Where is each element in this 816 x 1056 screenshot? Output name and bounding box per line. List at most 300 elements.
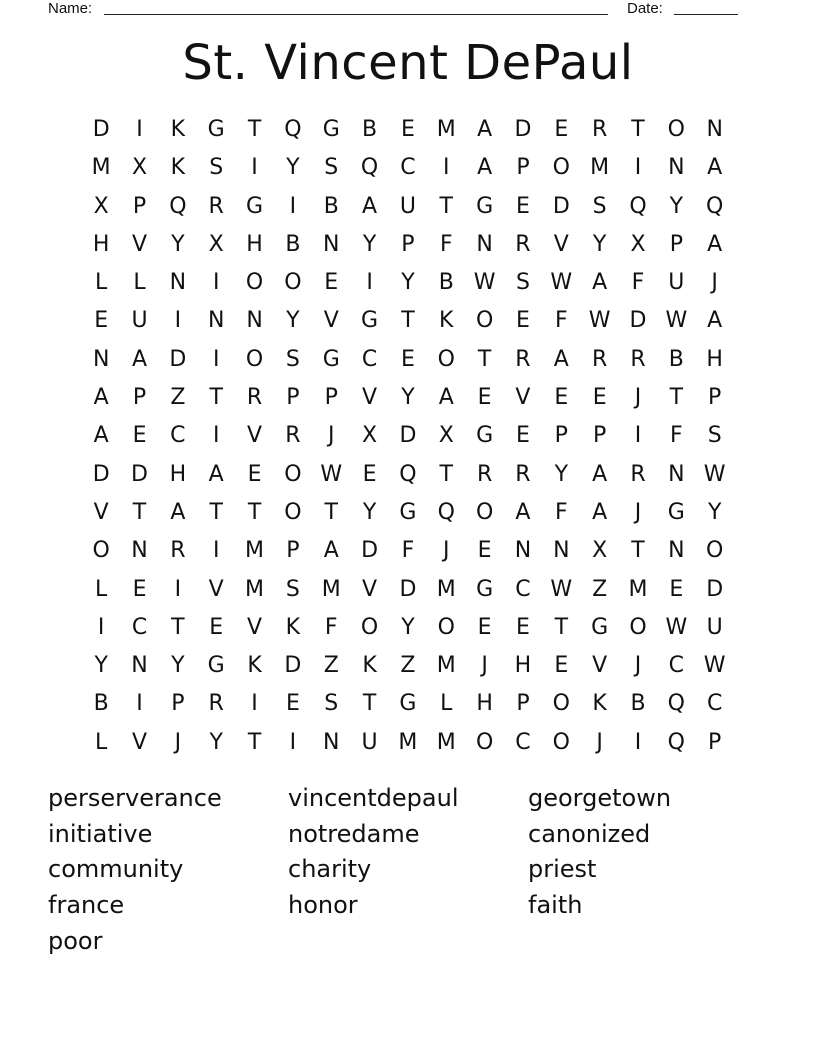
grid-letter[interactable]: O [245,346,264,372]
grid-letter[interactable]: R [591,117,608,142]
grid-letter[interactable]: S [515,270,530,296]
grid-letter[interactable]: M [436,729,456,755]
grid-letter[interactable]: E [94,308,109,334]
grid-letter[interactable]: F [401,538,415,564]
grid-letter[interactable]: S [324,155,339,181]
grid-letter[interactable]: N [323,231,340,257]
grid-letter[interactable]: F [554,499,568,525]
grid-letter[interactable]: W [665,614,688,640]
grid-letter[interactable]: M [91,155,111,181]
grid-letter[interactable]: W [550,270,573,296]
grid-letter[interactable]: Y [94,653,108,679]
grid-letter[interactable]: R [476,461,493,487]
grid-letter[interactable]: T [631,117,645,142]
grid-letter[interactable]: J [327,423,335,449]
grid-letter[interactable]: W [665,308,688,334]
grid-letter[interactable]: B [285,231,301,257]
grid-letter[interactable]: Q [437,499,455,525]
grid-letter[interactable]: C [361,346,378,372]
grid-letter[interactable]: D [552,193,570,219]
grid-letter[interactable]: H [246,231,263,257]
grid-letter[interactable]: A [707,231,723,257]
grid-letter[interactable]: H [92,231,110,257]
grid-letter[interactable]: I [634,155,642,181]
grid-letter[interactable]: F [554,308,568,334]
grid-letter[interactable]: I [634,729,642,755]
grid-letter[interactable]: P [401,231,415,257]
grid-letter[interactable]: E [362,461,377,487]
grid-letter[interactable]: N [169,270,187,296]
grid-letter[interactable]: V [515,385,531,411]
grid-letter[interactable]: V [131,729,148,755]
grid-letter[interactable]: O [667,117,685,142]
grid-letter[interactable]: Y [362,231,377,257]
grid-letter[interactable]: O [284,461,302,487]
grid-letter[interactable]: O [706,538,724,564]
grid-letter[interactable]: I [212,346,220,372]
grid-letter[interactable]: E [132,576,147,602]
grid-letter[interactable]: M [436,117,456,142]
grid-letter[interactable]: G [322,346,340,372]
grid-letter[interactable]: M [436,653,456,679]
grid-letter[interactable]: D [361,538,379,564]
grid-letter[interactable]: O [629,614,647,640]
grid-letter[interactable]: N [131,653,148,679]
grid-letter[interactable]: X [438,423,454,449]
grid-letter[interactable]: M [245,538,265,564]
grid-row [82,609,734,647]
grid-letter[interactable]: P [593,423,607,449]
grid-letter[interactable]: T [401,308,415,334]
grid-letter[interactable]: O [475,308,494,334]
grid-letter[interactable]: M [245,576,265,602]
grid-letter[interactable]: C [131,614,148,640]
grid-letter[interactable]: J [174,729,182,755]
grid-letter[interactable]: T [247,117,262,142]
grid-letter[interactable]: N [706,117,723,142]
grid-letter[interactable]: A [93,423,109,449]
grid-letter[interactable]: E [324,270,339,296]
grid-letter[interactable]: G [399,499,417,525]
grid-letter[interactable]: I [212,423,220,449]
grid-letter[interactable]: N [131,538,148,564]
grid-letter[interactable]: G [361,308,379,334]
grid-letter[interactable]: T [477,346,492,372]
grid-letter[interactable]: E [592,385,607,411]
grid-letter[interactable]: Y [401,385,415,411]
grid-letter[interactable]: P [516,155,530,181]
name-field[interactable] [104,0,608,15]
grid-letter[interactable]: I [366,270,373,296]
grid-letter[interactable]: U [706,614,723,640]
grid-letter[interactable]: G [207,653,225,679]
grid-letter[interactable]: K [592,691,607,717]
grid-letter[interactable]: G [207,117,225,142]
grid-letter[interactable]: C [400,155,416,181]
grid-letter[interactable]: O [552,729,570,755]
grid-letter[interactable]: Q [667,729,685,755]
grid-letter[interactable]: T [132,499,147,525]
grid-letter[interactable]: V [93,499,109,525]
grid-letter[interactable]: E [477,385,492,411]
grid-letter[interactable]: E [516,614,530,640]
grid-letter[interactable]: B [362,117,378,142]
grid-letter[interactable]: E [516,423,530,449]
grid-letter[interactable]: D [399,423,417,449]
grid-letter[interactable]: P [708,385,722,411]
grid-letter[interactable]: N [668,461,685,487]
grid-letter[interactable]: P [669,231,683,257]
grid-letter[interactable]: O [284,270,302,296]
grid-letter[interactable]: X [131,155,148,181]
grid-letter[interactable]: S [285,576,300,602]
grid-letter[interactable]: O [245,270,264,296]
grid-row [82,417,734,455]
grid-letter[interactable]: M [590,155,610,181]
grid-letter[interactable]: O [475,729,494,755]
grid-letter[interactable]: T [554,614,569,640]
grid-letter[interactable]: P [516,691,530,717]
grid-letter[interactable]: L [95,270,108,296]
grid-letter[interactable]: R [208,691,224,717]
grid-letter[interactable]: D [284,653,302,679]
grid-letter[interactable]: B [438,270,454,296]
grid-letter[interactable]: P [554,423,568,449]
grid-letter[interactable]: I [289,193,297,219]
grid-letter[interactable]: Z [323,653,339,679]
grid-letter[interactable]: B [668,346,684,372]
grid-letter[interactable]: A [477,117,493,142]
grid-letter[interactable]: I [174,576,182,602]
grid-letter[interactable]: Y [554,461,569,487]
grid-letter[interactable]: D [131,461,148,487]
grid-letter[interactable]: N [553,538,570,564]
grid-letter[interactable]: Y [209,729,223,755]
grid-letter[interactable]: T [439,193,453,219]
grid-letter[interactable]: H [706,346,723,372]
grid-letter[interactable]: S [285,346,300,372]
grid-letter[interactable]: I [174,308,182,334]
grid-letter[interactable]: G [476,576,494,602]
grid-letter[interactable]: U [361,729,378,755]
grid-letter[interactable]: D [629,308,647,334]
grid-letter[interactable]: B [93,691,109,717]
grid-letter[interactable]: A [323,538,339,564]
grid-letter[interactable]: G [667,499,685,525]
grid-letter[interactable]: E [554,653,569,679]
grid-letter[interactable]: O [437,346,455,372]
grid-letter[interactable]: V [362,385,378,411]
grid-letter[interactable]: E [554,117,569,142]
grid-letter[interactable]: N [246,308,263,334]
grid-letter[interactable]: O [284,499,302,525]
grid-letter[interactable]: K [170,155,186,181]
grid-letter[interactable]: V [362,576,378,602]
grid-letter[interactable]: K [170,117,186,142]
grid-letter[interactable]: O [92,538,110,564]
grid-letter[interactable]: O [552,155,570,181]
grid-letter[interactable]: X [362,423,378,449]
grid-letter[interactable]: R [208,193,224,219]
grid-letter[interactable]: C [515,729,531,755]
grid-letter[interactable]: S [324,691,339,717]
grid-letter[interactable]: K [247,653,262,679]
grid-letter[interactable]: A [208,461,224,487]
grid-letter[interactable]: I [136,117,143,142]
grid-letter[interactable]: L [95,576,108,602]
grid-letter[interactable]: K [439,308,454,334]
grid-letter[interactable]: T [362,691,377,717]
grid-letter[interactable]: G [246,193,264,219]
grid-letter[interactable]: Y [286,308,300,334]
grid-letter[interactable]: P [286,385,300,411]
grid-letter[interactable]: X [93,193,109,219]
grid-letter[interactable]: N [323,729,340,755]
grid-letter[interactable]: D [169,346,187,372]
grid-row [82,456,734,494]
grid-letter[interactable]: Y [362,499,377,525]
grid-letter[interactable]: O [475,499,494,525]
grid-letter[interactable]: P [132,193,147,219]
grid-letter[interactable]: I [289,729,297,755]
grid-letter[interactable]: Y [401,614,415,640]
grid-letter[interactable]: I [443,155,450,181]
grid-letter[interactable]: D [706,576,724,602]
grid-letter[interactable]: J [596,729,603,755]
grid-letter[interactable]: K [362,653,377,679]
grid-letter[interactable]: L [95,729,108,755]
grid-row [82,571,734,609]
grid-letter[interactable]: H [514,653,532,679]
grid-letter[interactable]: A [170,499,186,525]
grid-letter[interactable]: T [631,538,645,564]
grid-letter[interactable]: N [514,538,532,564]
grid-letter[interactable]: N [476,231,493,257]
grid-letter[interactable]: A [362,193,378,219]
grid-letter[interactable]: Q [169,193,187,219]
grid-letter[interactable]: A [477,155,493,181]
grid-letter[interactable]: D [514,117,532,142]
grid-letter[interactable]: E [209,614,224,640]
grid-letter[interactable]: C [170,423,186,449]
grid-letter[interactable]: T [209,385,223,411]
grid-letter[interactable]: C [515,576,531,602]
grid-letter[interactable]: R [515,231,531,257]
grid-letter[interactable]: J [634,499,642,525]
grid-letter[interactable]: A [592,270,608,296]
grid-letter[interactable]: R [285,423,301,449]
grid-letter[interactable]: D [92,117,110,142]
grid-letter[interactable]: B [323,193,339,219]
grid-letter[interactable]: W [703,653,726,679]
grid-letter[interactable]: Q [629,193,647,219]
grid-letter[interactable]: Y [707,499,722,525]
grid-letter[interactable]: W [473,270,496,296]
grid-letter[interactable]: A [131,346,148,372]
grid-letter[interactable]: Y [592,231,607,257]
grid-letter[interactable]: G [399,691,417,717]
word-search-grid [82,111,734,762]
grid-letter[interactable]: V [592,653,608,679]
grid-letter[interactable]: Q [284,117,302,142]
grid-letter[interactable]: L [440,691,453,717]
grid-letter[interactable]: U [131,308,148,334]
grid-letter[interactable]: G [476,423,494,449]
grid-letter[interactable]: K [285,614,301,640]
grid-letter[interactable]: E [477,538,492,564]
grid-letter[interactable]: F [439,231,453,257]
grid-letter[interactable]: W [320,461,343,487]
grid-letter[interactable]: J [481,653,488,679]
grid-letter[interactable]: O [552,691,570,717]
grid-letter[interactable]: E [669,576,684,602]
grid-letter[interactable]: Y [669,193,684,219]
grid-letter[interactable]: R [630,346,646,372]
grid-letter[interactable]: V [208,576,224,602]
grid-letter[interactable]: R [170,538,186,564]
word-bank-item: charity [288,855,372,884]
grid-letter[interactable]: E [247,461,262,487]
grid-letter[interactable]: Q [399,461,417,487]
grid-letter[interactable]: A [592,461,608,487]
grid-letter[interactable]: B [630,691,646,717]
grid-letter[interactable]: R [591,346,608,372]
grid-letter[interactable]: P [286,538,300,564]
grid-letter[interactable]: I [251,691,258,717]
grid-letter[interactable]: Y [401,270,415,296]
grid-letter[interactable]: T [209,499,223,525]
grid-letter[interactable]: F [631,270,645,296]
grid-letter[interactable]: F [324,614,338,640]
grid-letter[interactable]: Y [171,653,185,679]
grid-letter[interactable]: I [212,538,220,564]
grid-letter[interactable]: T [439,461,453,487]
grid-letter[interactable]: Y [286,155,300,181]
grid-letter[interactable]: R [515,461,531,487]
grid-letter[interactable]: A [707,155,723,181]
grid-letter[interactable]: E [132,423,147,449]
grid-letter[interactable]: H [476,691,493,717]
grid-letter[interactable]: J [443,538,450,564]
grid-letter[interactable]: P [708,729,722,755]
grid-letter[interactable]: N [668,155,685,181]
grid-letter[interactable]: V [131,231,148,257]
grid-letter[interactable]: P [132,385,147,411]
grid-letter[interactable]: E [554,385,569,411]
grid-letter[interactable]: S [707,423,722,449]
grid-letter[interactable]: M [321,576,341,602]
grid-letter[interactable]: M [436,576,456,602]
grid-letter[interactable]: R [515,346,531,372]
grid-letter[interactable]: X [592,538,608,564]
grid-letter[interactable]: I [212,270,220,296]
grid-row [82,111,734,149]
grid-letter[interactable]: V [247,423,263,449]
grid-letter[interactable]: E [477,614,492,640]
grid-letter[interactable]: M [398,729,418,755]
grid-letter[interactable]: J [634,385,642,411]
grid-letter[interactable]: X [208,231,224,257]
grid-letter[interactable]: F [670,423,683,449]
grid-letter[interactable]: V [323,308,339,334]
grid-letter[interactable]: V [553,231,569,257]
grid-letter[interactable]: A [707,308,723,334]
grid-letter[interactable]: W [550,576,573,602]
grid-letter[interactable]: E [516,308,530,334]
grid-letter[interactable]: A [553,346,569,372]
grid-letter[interactable]: R [246,385,263,411]
grid-letter[interactable]: J [711,270,718,296]
grid-letter[interactable]: S [592,193,607,219]
grid-letter[interactable]: T [247,729,262,755]
grid-letter[interactable]: W [588,308,611,334]
grid-letter[interactable]: U [399,193,416,219]
grid-letter[interactable]: R [630,461,646,487]
word-bank-item: notredame [288,819,420,848]
grid-letter[interactable]: E [400,117,415,142]
grid-letter[interactable]: D [399,576,417,602]
grid-letter[interactable]: A [592,499,608,525]
grid-letter[interactable]: C [668,653,685,679]
grid-letter[interactable]: W [703,461,726,487]
grid-letter[interactable]: G [476,193,494,219]
grid-letter[interactable]: G [591,614,609,640]
grid-letter[interactable]: S [209,155,224,181]
grid-letter[interactable]: Y [171,231,185,257]
grid-letter[interactable]: P [324,385,338,411]
date-field[interactable] [674,0,738,15]
grid-letter[interactable]: Z [170,385,186,411]
grid-letter[interactable]: I [251,155,258,181]
grid-letter[interactable]: I [634,423,642,449]
grid-letter[interactable]: Z [400,653,416,679]
grid-letter[interactable]: Q [667,691,685,717]
name-label: Name: [48,0,93,17]
grid-letter[interactable]: A [93,385,109,411]
grid-letter[interactable]: L [133,270,146,296]
grid-letter[interactable]: T [324,499,338,525]
grid-letter[interactable]: G [322,117,340,142]
grid-letter[interactable]: C [706,691,723,717]
grid-letter[interactable]: A [438,385,454,411]
grid-letter[interactable]: N [92,346,110,372]
grid-letter[interactable]: V [247,614,263,640]
grid-letter[interactable]: U [668,270,685,296]
grid-letter[interactable]: E [516,193,530,219]
grid-letter[interactable]: N [207,308,225,334]
grid-letter[interactable]: T [171,614,185,640]
grid-letter[interactable]: O [360,614,379,640]
grid-letter[interactable]: T [669,385,684,411]
grid-letter[interactable]: I [136,691,143,717]
grid-letter[interactable]: H [169,461,187,487]
grid-letter[interactable]: I [97,614,105,640]
grid-letter[interactable]: T [247,499,262,525]
grid-letter[interactable]: N [668,538,685,564]
grid-letter[interactable]: D [92,461,110,487]
grid-letter[interactable]: P [171,691,185,717]
grid-letter[interactable]: O [437,614,455,640]
grid-letter[interactable]: E [285,691,300,717]
grid-letter[interactable]: Z [592,576,608,602]
grid-letter[interactable]: Q [706,193,724,219]
grid-letter[interactable]: M [628,576,648,602]
grid-letter[interactable]: E [400,346,415,372]
grid-letter[interactable]: X [630,231,646,257]
grid-letter[interactable]: J [634,653,642,679]
grid-letter[interactable]: Q [360,155,379,181]
grid-letter[interactable]: A [515,499,531,525]
